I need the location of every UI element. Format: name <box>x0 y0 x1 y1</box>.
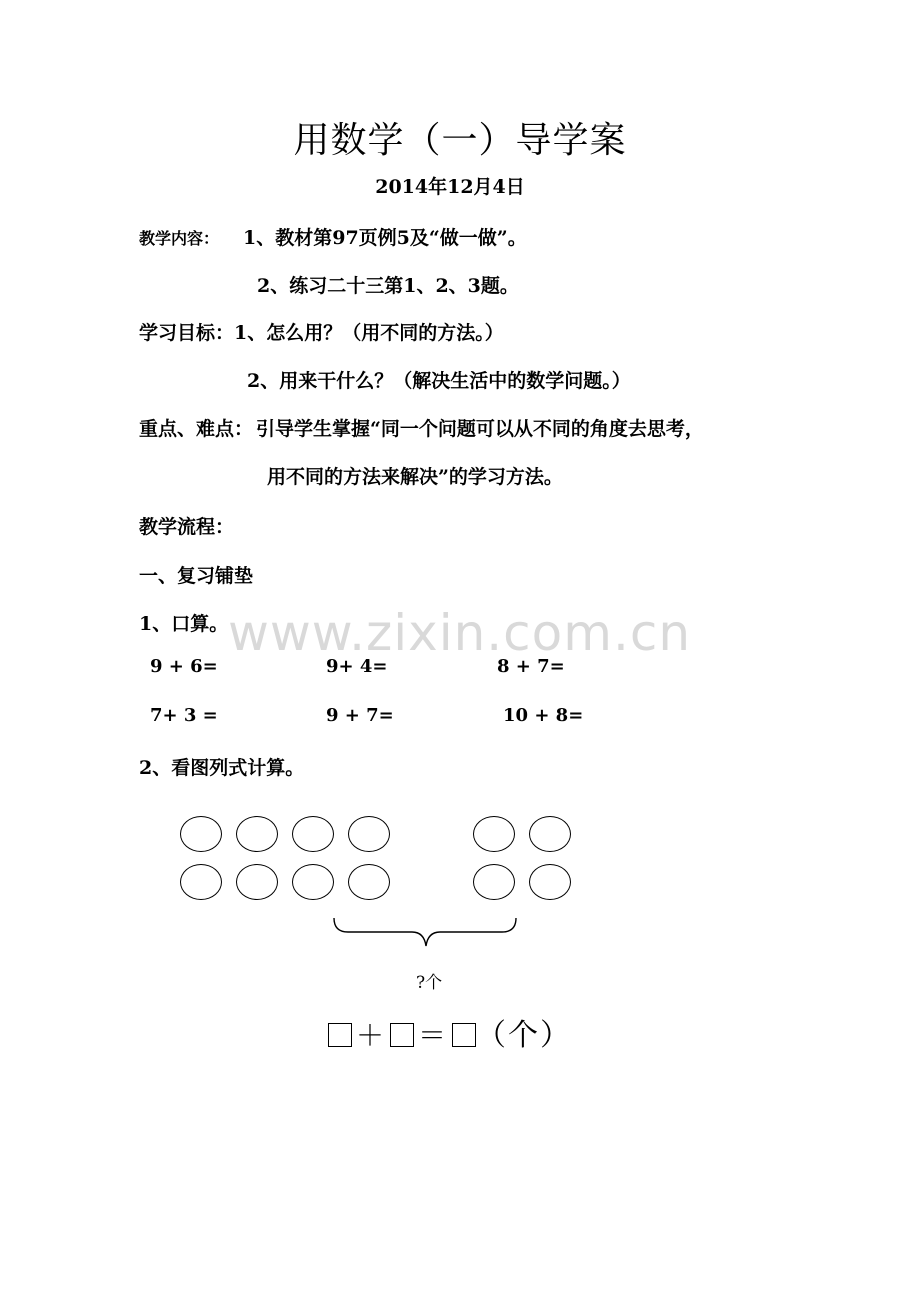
circle-icon <box>180 864 222 900</box>
circle-icon <box>236 864 278 900</box>
curly-brace-icon <box>330 916 520 952</box>
equation <box>328 1010 572 1054</box>
plus-sign: ＋ <box>356 1019 387 1052</box>
goals-item-2: 2、用来干什么？（解决生活中的数学问题。） <box>247 370 631 392</box>
circle-icon <box>348 864 390 900</box>
oral-expr: 9 + 7= <box>326 705 394 726</box>
circle-icon <box>529 864 571 900</box>
answer-box[interactable] <box>328 1023 352 1047</box>
equals-sign: ＝ <box>418 1019 449 1052</box>
circle-icon <box>473 864 515 900</box>
oral-expr: 9+ 4= <box>326 656 388 677</box>
circle-icon <box>473 816 515 852</box>
circle-icon <box>292 816 334 852</box>
picture-heading: 2、看图列式计算。 <box>139 757 305 779</box>
goals-item-1: 1、怎么用？（用不同的方法。） <box>234 322 504 344</box>
section-heading: 一、复习铺垫 <box>139 565 254 587</box>
page-title: 用数学（一）导学案 <box>293 120 627 161</box>
content-label: 教学内容： <box>139 229 220 248</box>
circle-icon <box>292 864 334 900</box>
content-item-2: 2、练习二十三第1、2、3题。 <box>257 275 519 297</box>
watermark: www.zixin.com.cn <box>228 604 692 662</box>
process-label: 教学流程： <box>139 516 235 538</box>
answer-box[interactable] <box>452 1023 476 1047</box>
keypoints-label: 重点、难点： <box>139 418 254 440</box>
oral-expr: 9 + 6= <box>150 656 218 677</box>
answer-box[interactable] <box>390 1023 414 1047</box>
circle-icon <box>348 816 390 852</box>
circle-icon <box>529 816 571 852</box>
keypoints-line-1: 引导学生掌握“同一个问题可以从不同的角度去思考， <box>256 418 704 440</box>
oral-expr: 7+ 3 = <box>150 705 218 726</box>
circle-icon <box>180 816 222 852</box>
keypoints-line-2: 用不同的方法来解决”的学习方法。 <box>267 466 563 488</box>
content-item-1: 1、教材第97页例5及“做一做”。 <box>243 227 527 249</box>
circle-icon <box>236 816 278 852</box>
unit-label: （个） <box>476 1018 573 1053</box>
oral-expr: 8 + 7= <box>497 656 565 677</box>
date: 2014年12月4日 <box>375 176 525 198</box>
question-label: ?个 <box>416 973 443 993</box>
goals-label: 学习目标： <box>139 322 235 344</box>
oral-heading: 1、口算。 <box>139 613 229 635</box>
oral-expr: 10 + 8= <box>503 705 584 726</box>
